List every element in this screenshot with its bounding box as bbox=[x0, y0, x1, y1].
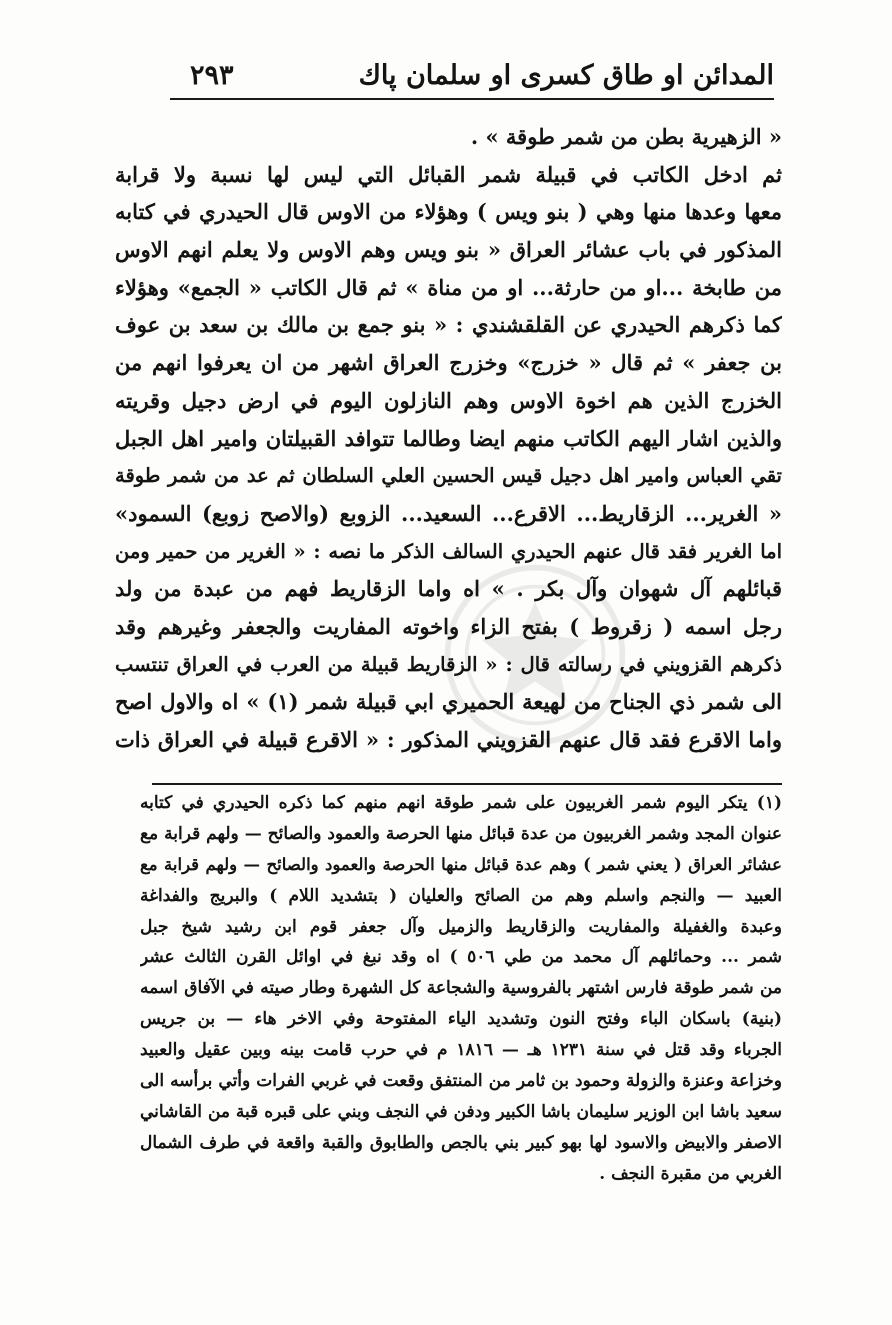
body-line: واما الاقرع فقد قال عنهم القزويني المذكور : « الاقرع قبيلة في العراق ذات bbox=[115, 727, 782, 752]
footnote-line: عنوان المجد وشمر الغربيون من عدة قبائل منها الحرصة والعمود والصائح — ولهم قرابة مع bbox=[140, 823, 782, 844]
page-number: ٢٩٣ bbox=[190, 59, 234, 91]
footnote-line: عشائر العراق ( يعني شمر ) وهم عدة قبائل منها الحرصة والعمود والصائح — ولهم قرابة مع bbox=[140, 854, 782, 874]
body-text bbox=[115, 118, 782, 759]
footnote-line: العبيد — والنجم واسلم وهم من الصائح والعليان ( بتشديد اللام ) والبريج والفداغة bbox=[140, 885, 782, 906]
footnotes bbox=[140, 788, 782, 1190]
footnote-line: الغربي من مقبرة النجف . bbox=[599, 1163, 782, 1184]
footnote-line: الاصفر والابيض والاسود لها بهو كبير بني بالجص والطابوق والقبة واقعة في طرف الشمال bbox=[140, 1132, 782, 1153]
body-line: الخزرج الذين هم اخوة الاوس وهم النازلون اليوم في ارض دجيل وقريته bbox=[115, 387, 782, 413]
body-line: قبائلهم آل شهوان وآل بكر . » اه واما الزقاريط فهم من عبدة من ولد bbox=[115, 576, 782, 602]
body-line: « الغرير... الزقاريط... الاقرع... السعيد... الزوبع (والاصح زوبع) السمود» bbox=[115, 500, 782, 526]
body-line: كما ذكرهم الحيدري عن القلقشندي : « بنو جمع بن مالك بن سعد بن عوف bbox=[115, 312, 782, 338]
footnote-divider bbox=[152, 783, 782, 785]
body-line: ذكرهم القزويني في رسالته قال : « الزقاريط قبيلة من العرب في العراق تنتسب bbox=[115, 652, 782, 676]
running-title: المدائن او طاق كسرى او سلمان پاك bbox=[358, 59, 774, 91]
body-line: اما الغرير فقد قال عنهم الحيدري السالف الذكر ما نصه : « الغرير من حمير ومن bbox=[115, 539, 782, 563]
footnote-line: وخزاعة وعنزة والزولة وحمود بن ثامر من المنتفق وقعت في غربي الفرات وأتي برأسه الى bbox=[140, 1071, 782, 1092]
body-line: رجل اسمه ( زقروط ) بفتح الزاء واخوته المفاريت والجعفر وغيرهم وقد bbox=[115, 613, 782, 639]
footnote-line: الجرباء وقد قتل في سنة ١٢٣١ هـ — ١٨١٦ م في حرب قامت بينه وبين عقيل والعبيد bbox=[140, 1040, 782, 1061]
footnote-line: وعبدة والغفيلة والمفاريت والزقاريط والزميل وآل جعفر قوم ابن رشيد شيخ جبل bbox=[140, 916, 782, 937]
footnote-line: سعيد باشا ابن الوزير سليمان باشا الكبير ودفن في النجف وبني على قبره قبة من القاشاني bbox=[140, 1101, 782, 1122]
footnote-line: شمر ... وحمائلهم آل محمد من طي ٥٠٦ ) اه وقد نبغ في اوائل القرن الثالث عشر bbox=[140, 947, 782, 968]
body-line: ثم ادخل الكاتب في قبيلة شمر القبائل التي ليس لها نسبة ولا قرابة bbox=[115, 161, 782, 187]
body-line: معها وعدها منها وهي ( بنو ويس ) وهؤلاء من الاوس قال الحيدري في كتابه bbox=[115, 199, 782, 225]
body-line: والذين اشار اليهم الكاتب منهم ايضا وطالما تتوافد القبيلتان وامير اهل الجبل bbox=[115, 425, 782, 451]
body-line: بن جعفر » ثم قال « خزرج» وخزرج العراق اشهر من ان يعرفوا انهم من bbox=[115, 350, 782, 376]
footnote-line: (بنية) باسكان الباء وفتح النون وتشديد الياء المفتوحة وفي الاخر هاء — بن جريس bbox=[140, 1009, 782, 1030]
body-line: تقي العباس وامير اهل دجيل قيس الحسين العلي السلطان ثم عد من شمر طوقة bbox=[115, 464, 782, 488]
body-line: المذكور في باب عشائر العراق « بنو ويس وهم الاوس ولا يعلم انهم الاوس bbox=[115, 237, 782, 263]
page-header bbox=[170, 52, 774, 100]
body-line: الى شمر ذي الجناح من لهيعة الحميري ابي قبيلة شمر (١) » اه والاول اصح bbox=[115, 689, 782, 715]
footnote-line: (١) يتكر اليوم شمر الغربيون على شمر طوقة انهم منهم كما ذكره الحيدري في كتابه bbox=[140, 793, 782, 813]
body-line: « الزهيرية بطن من شمر طوقة » . bbox=[470, 124, 782, 149]
body-line: من طابخة ...او من حارثة... او من مناة » ثم قال الكاتب « الجمع» وهؤلاء bbox=[115, 274, 782, 300]
footnote-line: من شمر طوقة فارس اشتهر بالفروسية والشجاعة كل الشهرة وطار صيته في الآفاق اسمه bbox=[140, 978, 782, 999]
